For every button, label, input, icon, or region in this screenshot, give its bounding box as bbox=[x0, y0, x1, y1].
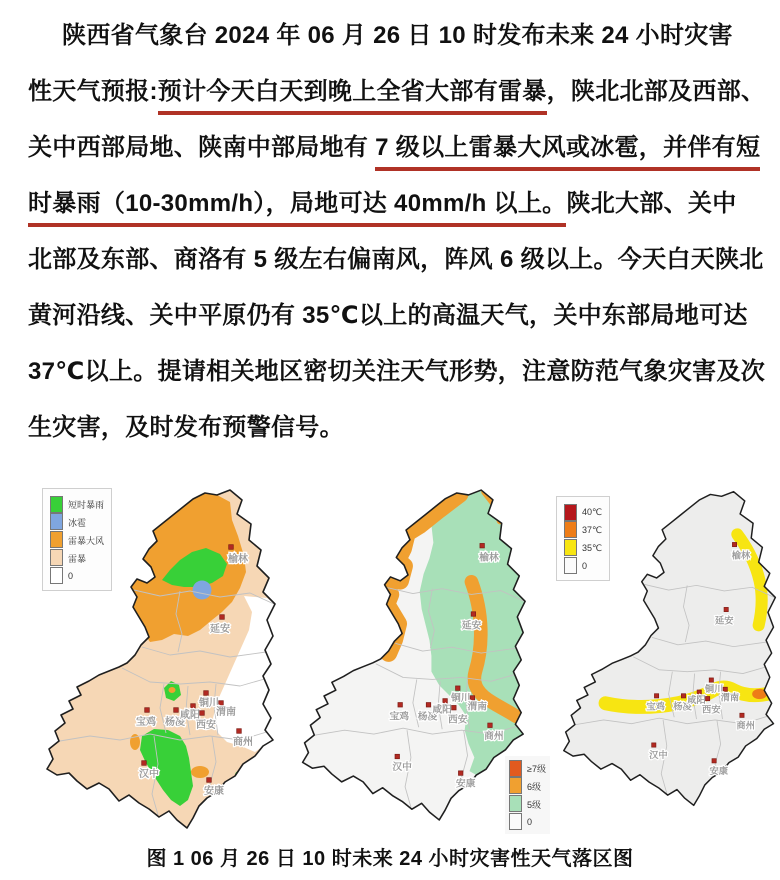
city-label: 榆林 bbox=[731, 550, 751, 561]
plain-text: ，陕北北部及西部、 bbox=[546, 78, 766, 105]
legend-item bbox=[50, 513, 104, 531]
text-line bbox=[28, 400, 754, 456]
city-marker bbox=[452, 705, 456, 709]
city-label: 汉中 bbox=[139, 769, 159, 780]
city-label: 宝鸡 bbox=[646, 701, 665, 712]
city-marker bbox=[654, 694, 658, 698]
city-label: 渭南 bbox=[216, 707, 236, 718]
city-marker bbox=[443, 699, 447, 703]
city-marker bbox=[458, 771, 462, 775]
city-label: 咸阳 bbox=[432, 704, 452, 716]
city-label: 延安 bbox=[715, 615, 734, 626]
city-label: 延安 bbox=[210, 624, 230, 635]
legend-item bbox=[50, 567, 104, 585]
city-marker bbox=[426, 703, 430, 707]
legend-label: 40℃ bbox=[582, 506, 603, 517]
legend-label: ≥7级 bbox=[527, 763, 546, 774]
legend-swatch bbox=[50, 531, 63, 548]
city-label: 安康 bbox=[455, 778, 476, 790]
city-label: 渭南 bbox=[720, 692, 740, 703]
city-marker bbox=[488, 723, 492, 727]
plain-text: 性天气预报: bbox=[28, 78, 158, 105]
legend-swatch bbox=[50, 513, 63, 530]
city-label: 商州 bbox=[233, 737, 253, 748]
legend-label: 0 bbox=[582, 561, 588, 571]
legend-label: 雷暴 bbox=[68, 553, 87, 564]
city-label: 杨凌 bbox=[417, 711, 438, 723]
legend-label: 37℃ bbox=[582, 524, 603, 535]
legend-item bbox=[564, 539, 602, 557]
legend-swatch bbox=[564, 521, 577, 538]
legend-item bbox=[50, 549, 104, 567]
legend-label: 6级 bbox=[527, 781, 542, 792]
city-label: 商州 bbox=[736, 720, 755, 731]
legend-swatch bbox=[50, 567, 63, 584]
legend-swatch bbox=[564, 539, 577, 556]
city-label: 铜川 bbox=[450, 692, 471, 704]
city-marker bbox=[220, 615, 225, 620]
underlined-text: 预计今天白天到晚上全省大部有雷暴 bbox=[158, 78, 547, 115]
legend-item bbox=[50, 495, 104, 513]
city-label: 咸阳 bbox=[180, 710, 200, 721]
city-label: 宝鸡 bbox=[136, 717, 156, 728]
plain-text: 黄河沿线、关中平原仍有 35℃以上的高温天气，关中东部局地可达 bbox=[28, 302, 748, 329]
city-marker bbox=[732, 542, 736, 546]
city-label: 安康 bbox=[709, 765, 729, 776]
city-marker bbox=[740, 713, 744, 717]
legend-label: 雷暴大风 bbox=[68, 535, 105, 546]
legend-label: 冰雹 bbox=[68, 517, 87, 528]
legend-label: 0 bbox=[68, 571, 74, 581]
city-label: 渭南 bbox=[467, 701, 488, 713]
city-marker bbox=[470, 696, 474, 700]
text-line bbox=[28, 288, 754, 344]
legend-label: 35℃ bbox=[582, 542, 603, 553]
city-marker bbox=[709, 678, 713, 682]
legend-swatch bbox=[564, 557, 577, 574]
text-line bbox=[28, 8, 754, 64]
city-marker bbox=[191, 704, 196, 709]
legend-label: 短时暴雨 bbox=[68, 499, 105, 510]
map-temperature bbox=[548, 486, 780, 816]
plain-text: 生灾害，及时发布预警信号。 bbox=[28, 414, 344, 441]
plain-text: 陕北大部、关中 bbox=[566, 190, 737, 217]
plain-text: 北部及东部、商洛有 5 级左右偏南风，阵风 6 级以上。今天白天陕北 bbox=[28, 246, 764, 273]
legend-thunderstorm bbox=[42, 488, 112, 591]
city-marker bbox=[712, 759, 716, 763]
city-marker bbox=[705, 696, 709, 700]
map-thunderstorm bbox=[30, 484, 280, 836]
city-marker bbox=[145, 708, 150, 713]
legend-swatch bbox=[50, 496, 63, 513]
city-label: 西安 bbox=[196, 720, 216, 731]
legend-swatch bbox=[564, 504, 577, 521]
storm-gale-spot bbox=[191, 766, 209, 778]
map-wind bbox=[286, 484, 546, 830]
forecast-paragraph bbox=[28, 8, 766, 456]
legend-item bbox=[50, 531, 104, 549]
city-marker bbox=[395, 754, 399, 758]
text-line bbox=[28, 232, 764, 288]
city-marker bbox=[237, 729, 242, 734]
legend-item bbox=[509, 759, 546, 777]
text-line bbox=[28, 344, 766, 400]
city-label: 西安 bbox=[702, 704, 721, 715]
storm-gale-spot bbox=[169, 687, 176, 693]
city-label: 杨凌 bbox=[673, 701, 692, 712]
city-marker bbox=[480, 543, 484, 547]
plain-text: 陕西省气象台 2024 年 06 月 26 日 10 时发布未来 24 小时灾害 bbox=[62, 22, 733, 49]
city-label: 延安 bbox=[461, 620, 482, 632]
legend-swatch bbox=[509, 760, 522, 777]
city-label: 汉中 bbox=[649, 750, 668, 761]
maps-row bbox=[0, 480, 780, 840]
legend-item bbox=[564, 557, 602, 575]
city-marker bbox=[229, 545, 234, 550]
city-marker bbox=[219, 701, 224, 706]
city-marker bbox=[207, 778, 212, 783]
legend-label: 5级 bbox=[527, 799, 542, 810]
city-label: 安康 bbox=[204, 786, 224, 797]
legend-swatch bbox=[509, 777, 522, 794]
plain-text: 37℃以上。提请相关地区密切关注天气形势，注意防范气象灾害及次 bbox=[28, 358, 766, 385]
city-marker bbox=[681, 694, 685, 698]
figure-caption: 图 1 06 月 26 日 10 时未来 24 小时灾害性天气落区图 bbox=[146, 848, 634, 870]
city-label: 铜川 bbox=[199, 698, 219, 709]
storm-hail-region bbox=[193, 581, 212, 600]
city-label: 榆林 bbox=[228, 554, 248, 565]
city-label: 铜川 bbox=[704, 684, 724, 695]
city-label: 榆林 bbox=[479, 552, 499, 564]
city-label: 宝鸡 bbox=[389, 711, 409, 723]
legend-item bbox=[509, 813, 546, 831]
city-marker bbox=[724, 607, 728, 611]
city-marker bbox=[204, 691, 209, 696]
city-label: 西安 bbox=[448, 714, 468, 726]
city-marker bbox=[398, 703, 402, 707]
city-marker bbox=[697, 690, 701, 694]
city-label: 咸阳 bbox=[687, 695, 706, 706]
city-marker bbox=[174, 708, 179, 713]
legend-swatch bbox=[509, 813, 522, 830]
legend-item bbox=[564, 521, 602, 539]
city-marker bbox=[723, 687, 727, 691]
legend-item bbox=[509, 777, 546, 795]
legend-item bbox=[509, 795, 546, 813]
legend-swatch bbox=[509, 795, 522, 812]
underlined-text: 7 级以上雷暴大风或冰雹，并伴有短 bbox=[375, 134, 760, 171]
text-line bbox=[28, 176, 754, 232]
legend-wind bbox=[505, 756, 550, 834]
city-label: 汉中 bbox=[392, 762, 412, 774]
legend-swatch bbox=[50, 549, 63, 566]
city-label: 商州 bbox=[484, 730, 504, 742]
plain-text: 关中西部局地、陕南中部局地有 bbox=[28, 134, 376, 161]
wind-map-svg bbox=[286, 484, 533, 827]
legend-temperature bbox=[556, 496, 610, 581]
city-marker bbox=[142, 761, 147, 766]
text-line bbox=[28, 64, 766, 120]
legend-label: 0 bbox=[527, 817, 533, 827]
city-marker bbox=[200, 711, 205, 716]
text-line bbox=[28, 120, 761, 176]
city-marker bbox=[456, 686, 460, 690]
city-marker bbox=[652, 743, 656, 747]
city-label: 杨凌 bbox=[165, 717, 185, 728]
underlined-text: 时暴雨（10-30mm/h），局地可达 40mm/h 以上。 bbox=[28, 190, 566, 227]
city-marker bbox=[471, 612, 475, 616]
legend-item bbox=[564, 503, 602, 521]
